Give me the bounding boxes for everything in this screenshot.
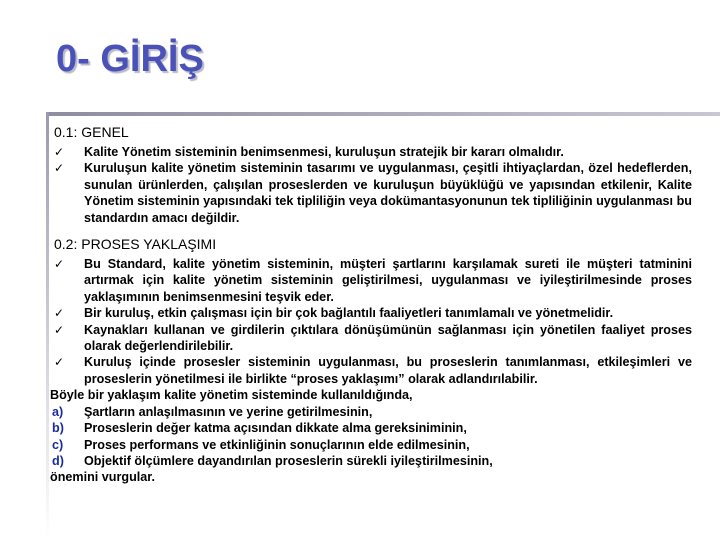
list-item-text: Kuruluşun kalite yönetim sisteminin tasarımı ve uygulanması, çeşitli ihtiyaçlardan, özel hedeflerden, sunulan ürünlerden, çalışılan proseslerden ve kuruluşun büyüklüğü ve yapısından etkilenir, Kalite Yönetim sisteminin yapısındaki tek tipliliğin veya dokümantasyonunun tek tipliliğinin uygulanması bu standardın amacı değildir. xyxy=(84,161,692,225)
lettered-item-text: Proseslerin değer katma açısından dikkate alma gereksiniminin, xyxy=(84,421,467,436)
slide-body xyxy=(50,122,692,486)
checkmark-icon: ✓ xyxy=(54,257,65,272)
lettered-item xyxy=(50,437,692,453)
title-underline xyxy=(46,112,720,116)
list-item xyxy=(50,322,692,355)
left-border-line xyxy=(46,112,49,540)
lettered-item xyxy=(50,420,692,436)
list-item xyxy=(50,354,692,387)
checkmark-icon: ✓ xyxy=(54,306,65,321)
item-letter: a) xyxy=(52,404,64,419)
list-item-text: Bu Standard, kalite yönetim sisteminin, müşteri şartlarını karşılamak sureti ile müşteri tatminini artırmak için kalite yönetim sisteminin geliştirilmesi, uygulanması ve iyileştirilmesinde proses yaklaşımının benimsenmesini teşvik eder. xyxy=(84,257,692,304)
checkmark-icon: ✓ xyxy=(54,355,65,370)
outro-text: önemini vurgular. xyxy=(50,470,155,485)
lettered-item-text: Objektif ölçümlere dayandırılan proseslerin sürekli iyileştirilmesinin, xyxy=(84,453,493,468)
list-item-text: Bir kuruluş, etkin çalışması için bir çok bağlantılı faaliyetleri tanımlamalı ve yönetmelidir. xyxy=(84,306,614,321)
list-item-text: Kaynakları kullanan ve girdilerin çıktılara dönüşümünün sağlanması için yönetilen faaliyet proses olarak değerlendirilebilir. xyxy=(84,322,692,354)
list-item xyxy=(50,305,692,321)
intro-text: Böyle bir yaklaşım kalite yönetim sisteminde kullanıldığında, xyxy=(50,388,413,403)
proses-list xyxy=(50,256,692,387)
lettered-item-text: Şartların anlaşılmasının ve yerine getirilmesinin, xyxy=(84,404,373,419)
genel-list xyxy=(50,144,692,226)
lettered-item-text: Proses performans ve etkinliğinin sonuçlarının elde edilmesinin, xyxy=(84,437,470,452)
list-item xyxy=(50,160,692,226)
list-item-text: Kuruluş içinde prosesler sisteminin uygulanması, bu proseslerin tanımlanması, etkileşimleri ve proseslerin yönetilmesi ile birlikte “proses yaklaşımı” olarak adlandırılabilir. xyxy=(84,355,692,386)
item-letter: d) xyxy=(52,453,64,468)
checkmark-icon: ✓ xyxy=(54,322,65,337)
list-item xyxy=(50,144,692,160)
checkmark-icon: ✓ xyxy=(54,145,65,159)
item-letter: b) xyxy=(52,421,64,436)
list-item xyxy=(50,256,692,305)
section-heading-proses: 0.2: PROSES YAKLAŞIMI xyxy=(54,236,217,253)
lettered-item xyxy=(50,453,692,469)
item-letter: c) xyxy=(52,437,64,452)
list-item-text: Kalite Yönetim sisteminin benimsenmesi, kuruluşun stratejik bir kararı olmalıdır. xyxy=(84,145,564,159)
checkmark-icon: ✓ xyxy=(54,161,65,176)
page-title: 0- GİRİŞ xyxy=(56,38,204,80)
lettered-item xyxy=(50,404,692,420)
section-heading-genel: 0.1: GENEL xyxy=(54,124,129,140)
